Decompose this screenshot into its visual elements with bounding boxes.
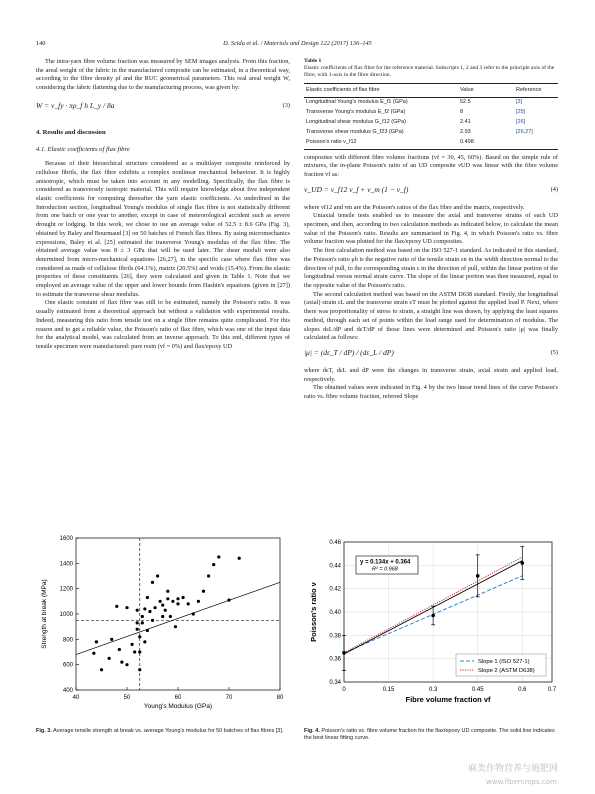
data-point	[92, 652, 95, 655]
data-point	[95, 640, 98, 643]
data-point	[169, 615, 172, 618]
table-header-row	[304, 84, 558, 98]
data-point	[133, 650, 136, 653]
table-cell: 8	[460, 109, 464, 116]
x-tick-label: 70	[225, 695, 233, 701]
trend-line	[76, 582, 280, 654]
y-tick-label: 800	[62, 637, 73, 644]
equation-3	[36, 97, 290, 119]
data-point	[151, 581, 154, 584]
x-tick-label: 0.45	[471, 687, 484, 693]
left-column	[36, 58, 290, 352]
figure-caption-text: Poisson's ratio vs. fibre volume fraction for the flax/epoxy UD composite. The solid line indicates the best linear fitting curve.	[304, 728, 555, 741]
data-point	[238, 557, 241, 560]
table-row	[304, 137, 558, 149]
table-label: Table 1	[304, 58, 322, 64]
column-header: Elastic coefficients of flax fibre	[304, 84, 458, 98]
paragraph: where νf12 and νm are the Poisson's ratios of the flax fibre and the matrix, respectively.	[304, 203, 525, 211]
data-point	[431, 614, 435, 618]
paragraph: Uniaxial tensile tests enabled us to measure the axial and transverse strains of each UD specimen, and then, according to two calculation methods as indicated below, to calculate the mean value of the Poisson's ratio. Results are summarised in Fig. 4, in which Poisson's ratio vs. fibre volume fraction was plotted for the flax/epoxy UD composites.	[304, 212, 558, 246]
x-tick-label: 80	[276, 695, 284, 701]
x-axis-label: Fibre volume fraction vf	[405, 695, 491, 704]
data-point	[141, 621, 144, 624]
table-caption	[304, 58, 558, 79]
table-row	[304, 117, 558, 127]
data-point	[100, 668, 103, 671]
data-point	[207, 574, 210, 577]
legend-label: Slope 1 (ISO 527-1)	[478, 659, 530, 665]
data-point	[125, 606, 128, 609]
legend-label: Slope 2 (ASTM D638)	[478, 668, 535, 674]
table-cell: 2.41	[460, 119, 471, 126]
data-point	[176, 602, 179, 605]
column-header: Reference	[514, 84, 558, 98]
paragraph: The first calculation method was based on the ISO 527-1 standard. As indicated in this standard, the Poisson's ratio μb is the negative ratio of the tensile strain εn in the width direction normal to the direction of pull, to the corresponding strain ε in the direction of pull, within the linear portion of the longitudinal versus normal strain curve. The slope of the linear portion was then measured, equal to the opposite value of the Poisson's ratio.	[304, 247, 558, 289]
data-point	[161, 615, 164, 618]
x-tick-label: 60	[174, 695, 182, 701]
table-cell: Transverse Young's modulus E_f2 (GPa)	[306, 109, 406, 116]
figure-label: Fig. 4.	[304, 728, 320, 734]
data-point	[143, 607, 146, 610]
data-point	[342, 651, 346, 655]
chart-axes	[76, 538, 280, 690]
y-tick-label: 400	[62, 688, 73, 694]
figure-4-line-chart	[304, 530, 560, 710]
x-tick-label: 0	[342, 687, 346, 693]
y-tick-label: 1000	[59, 612, 73, 618]
data-point	[110, 638, 113, 641]
data-point	[217, 555, 220, 558]
y-tick-label: 0.36	[329, 656, 341, 663]
x-tick-label: 0.15	[382, 687, 395, 693]
y-tick-label: 0.46	[329, 540, 341, 546]
watermark-url: www.fibercrops.com	[486, 778, 557, 786]
plot-frame	[76, 538, 280, 690]
data-point	[156, 574, 159, 577]
data-point	[118, 648, 121, 651]
y-tick-label: 1400	[59, 561, 73, 568]
table-caption-text: Elastic coefficients of flax fibre for the reference material. Subscripts 1, 2 and 3 refer to the principle axis of the fibre, with 1-axis in the fibre direction.	[304, 65, 555, 78]
data-point	[202, 590, 205, 593]
data-point	[138, 668, 141, 671]
y-tick-label: 0.38	[329, 633, 341, 640]
data-point	[120, 661, 123, 664]
equation-body: |μ| = (dε_T / dP) / (dε_L / dP)	[304, 347, 394, 357]
table-cell: 0.498	[458, 137, 514, 149]
x-tick-label: 0.7	[547, 687, 557, 693]
fit-equation: y = 0.134x + 0.364	[360, 559, 411, 566]
data-point	[136, 621, 139, 624]
figure-4-caption	[304, 728, 559, 742]
x-tick-label: 0.3	[428, 687, 438, 693]
data-point	[192, 612, 195, 615]
y-tick-label: 0.40	[329, 610, 341, 616]
data-point	[153, 606, 156, 609]
table-cell: Transverse shear modulus G_f23 (GPa)	[306, 128, 404, 135]
right-column	[304, 58, 558, 402]
data-point	[138, 650, 141, 653]
data-point	[136, 609, 139, 612]
chart-labels	[41, 536, 284, 710]
data-point	[143, 640, 146, 643]
table-row	[304, 127, 558, 137]
table-cell: 2.93	[460, 128, 471, 135]
data-point	[146, 596, 149, 599]
y-tick-label: 600	[62, 662, 73, 669]
subsection-heading: 4.1. Elastic coefficients of flax fibre	[36, 145, 130, 153]
table-row	[304, 97, 558, 107]
y-tick-label: 0.42	[329, 586, 341, 593]
figure-3-caption	[36, 728, 294, 735]
data-point	[187, 602, 190, 605]
data-point	[125, 663, 128, 666]
y-tick-label: 1600	[59, 536, 73, 542]
table-cell	[514, 137, 558, 149]
page-number: 140	[36, 40, 46, 47]
figure-caption-text: Average tensile strength at break vs. average Young's modulus for 50 batches of flax fibres [3].	[53, 728, 284, 734]
reference-link[interactable]: [3]	[516, 99, 523, 106]
paragraph: Because of their hierarchical structure considered as a multilayer composite reinforced by cellulose fibrils, the flax fibre exhibits a complex nonlinear mechanical behaviour. It is highly anisotropic, which must be taken into account in any modelling. Specifically, the flax fibre is considered as transversely isotropic material. This will require knowledge about five independent elastic coefficients for computing thereafter the yarn elastic coefficients. As underlined in the Introduction section, longitudinal Young's modulus of single flax fibre is not statistically different from one batch or one year to another, except in case of meteorological accident such as severe drought or lodging. In this work, we chose to use an average value of 52.5 ± 8.6 GPa (Fig. 3), obtained by Baley and Bourmaud [3] on 50 batches of French flax fibres. By using micromechanics expressions, Baley et al. [25] estimated the transverse Young's modulus of the flax fibre. The obtained average value was 8 ± 3 GPa that will be used later. The shear moduli were also determined from micro-mechanical equations [26,27], in the specific case where flax fibre was considered as made of cellulose fibrils (64.1%), matrix (20.5%) and voids (15.4%). From the elastic properties of these constituents [26], they were calculated and given in Table 1. Note that we employed an average value of the upper and lower bounds from Hashin's equations (given in [27]) to estimate the transverse shear modulus.	[36, 160, 290, 298]
data-point	[148, 610, 151, 613]
data-point	[520, 561, 524, 565]
table-row	[304, 108, 558, 118]
data-point	[476, 574, 480, 578]
x-tick-label: 0.6	[518, 687, 527, 693]
equation-number: (4)	[550, 185, 558, 193]
table-cell: Longitudinal shear modulus G_f12 (GPa)	[306, 119, 406, 126]
column-header: Value	[458, 84, 514, 98]
data-point	[171, 600, 174, 603]
data-point	[115, 605, 118, 608]
reference-link[interactable]: [26,27]	[516, 128, 533, 135]
data-point	[227, 598, 230, 601]
data-point	[151, 619, 154, 622]
reference-link[interactable]: [26]	[516, 119, 526, 126]
section-heading: 4. Results and discussion	[36, 128, 106, 136]
fit-r2: R² = 0.968	[372, 566, 398, 573]
equation-body: ν_UD = ν_f12 v_f + ν_m (1 − v_f)	[304, 184, 409, 194]
paragraph: The second calculation method was based on the ASTM D638 standard. Firstly, the longitudinal (axial) strain εL and the transverse strain εT must be plotted against the applied load P. Next, where there was proportionality of stress to strain, a straight line was drawn, by applying the least squares method, through each set of points within the load range used for determination of modulus. The slopes dεL/dP and dεT/dP of those lines were determined and Poisson's ratio |μ| was finally calculated as follows:	[304, 290, 558, 342]
y-tick-label: 0.34	[329, 680, 341, 686]
data-point	[166, 590, 169, 593]
y-tick-label: 0.44	[329, 563, 341, 570]
data-point	[182, 596, 185, 599]
data-point	[212, 563, 215, 566]
elastic-coefficients-table	[304, 83, 558, 150]
y-axis-label: Poisson's ratio ν	[309, 582, 318, 642]
equation-number: (5)	[550, 348, 558, 356]
data-point	[161, 604, 164, 607]
data-point	[174, 625, 177, 628]
figure-label: Fig. 3.	[36, 728, 52, 734]
x-tick-label: 50	[123, 695, 131, 701]
data-point	[131, 643, 134, 646]
y-axis-label: Strength at break (MPa)	[41, 579, 48, 649]
table-cell: 52.5	[460, 99, 471, 106]
paragraph: The obtained values were indicated in Fig. 4 by the two linear trend lines of the curve Poisson's ratio vs. fibre volume fraction, referred Slope	[304, 384, 558, 401]
paragraph: The intra-yarn fibre volume fraction was measured by SEM images analysis. From this fraction, the areal weight of the fabric in the manufactured composite can be estimated, in a theoretical way, according to the fibre density ρf and the RUC geometrical parameters. This real areal weight W, considering the fabric flattening due to the manufacturing process, was given by:	[36, 58, 290, 92]
data-point	[138, 635, 141, 638]
data-point	[108, 657, 111, 660]
data-point	[164, 609, 167, 612]
reference-link[interactable]: [25]	[516, 109, 526, 116]
paragraph: One elastic constant of flax fibre was still to be estimated, namely the Poisson's ratio. It was usually estimated from a theoretical approach but without a validation with experimental results. Indeed, measuring this ratio from tensile test on a single fibre remains quite complicated. For this reason and to get a reliable value, the Poisson's ratio of flax fibre, which was one of the input data for the analytical model, was calculated from an inverse approach. To this end, different types of tensile specimen were manufactured: pure resin (vf = 0%) and flax/epoxy UD	[36, 299, 290, 350]
table-cell: Longitudinal Young's modulus E_f1 (GPa)	[306, 99, 408, 106]
chart-marks	[76, 538, 280, 690]
data-point	[146, 629, 149, 632]
y-tick-label: 1200	[59, 586, 73, 593]
equation-body: W = v_fy · πρ_f h L_y / 8a	[36, 100, 115, 110]
data-point	[197, 600, 200, 603]
running-header	[36, 40, 559, 52]
figure-3-scatter-chart	[36, 530, 294, 710]
paragraph: composites with different fibre volume fractions (vf = 30, 45, 60%). Based on the simple rule of mixtures, the in-plane Poisson's ratio of an UD composite νUD was linear with the fibre volume fraction vf as:	[304, 153, 558, 178]
x-axis-label: Young's Modulus (GPa)	[143, 703, 213, 710]
table-cell: Poisson's ratio ν_f12	[304, 137, 458, 149]
data-point	[166, 597, 169, 600]
data-point	[159, 600, 162, 603]
data-point	[136, 628, 139, 631]
equation-4	[304, 184, 558, 198]
equation-5	[304, 347, 558, 361]
watermark-text: 麻类作物营养与施肥网	[468, 764, 559, 774]
x-tick-label: 40	[72, 695, 80, 701]
data-point	[176, 597, 179, 600]
journal-citation: D. Scida et al. / Materials and Design 122 (2017) 136–145	[223, 40, 372, 47]
paragraph: where dεT, dεL and dP were the changes in transverse strain, axial strain and applied load, respectively.	[304, 366, 558, 383]
data-point	[141, 615, 144, 618]
equation-number: (3)	[282, 101, 290, 109]
